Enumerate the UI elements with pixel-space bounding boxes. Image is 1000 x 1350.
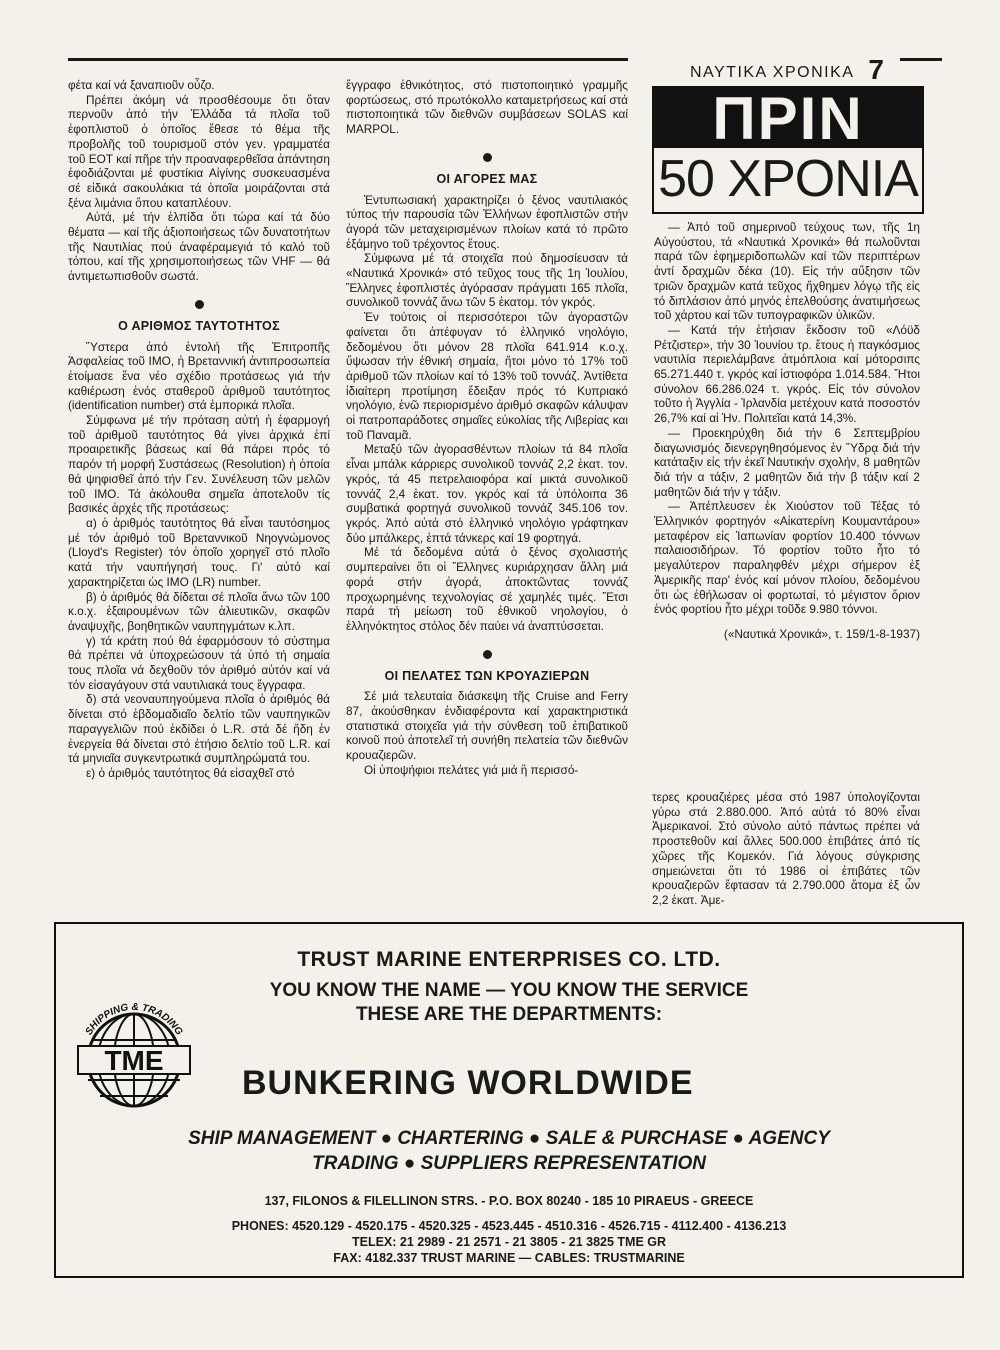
advertisement-trust-marine	[54, 922, 964, 1278]
masthead	[652, 54, 942, 85]
section-bullet	[195, 300, 204, 309]
paragraph: — Ἀπό τοῦ σημερινοῦ τεύχους των, τῆς 1η Αὐγούστου, τά «Ναυτικά Χρονικά» θά πωλοῦνται παρά τῶν ἐφημεριδοπωλῶν καί τῶν περιπτέρων ἀντί δραχμῶν δέκα (10). Εἰς τήν αὔξησιν τῶν τριῶν δραχμῶν κατά τεῦχος ἤχθημεν λόγῳ τῆς εἰς τό διπλάσιον ἀπό μηνός ἐπελθούσης ἀνατιμήσεως τοῦ χάρτου καί τῶν τυπογραφικῶν ὑλικῶν.	[654, 220, 920, 323]
citation: («Ναυτικά Χρονικά», τ. 159/1-8-1937)	[723, 626, 920, 641]
ad-contacts	[56, 1218, 962, 1266]
ad-headline: BUNKERING WORLDWIDE	[242, 1064, 694, 1102]
paragraph: ἔγγραφο ἐθνικότητος, στό πιστοποιητικό γραμμῆς φορτώσεως, στό πρωτόκολλο καταμετρήσεως καί στά πιστοποιητικά τῶν διεθνῶν συμβάσεων SOLAS καί MARPOL.	[346, 78, 628, 137]
tme-globe-logo	[64, 984, 204, 1124]
paragraph: Οἱ ὑποψήφιοι πελάτες γιά μιά ἢ περισσό-	[364, 762, 579, 777]
page-number: 7	[868, 54, 884, 85]
fifty-years-ago-header	[652, 86, 924, 214]
paragraph: Ἐν τούτοις οἱ περισσότεροι τῶν ἀγοραστῶν φαίνεται ὅτι ἀπέφυγαν τό ἑλληνικό νηολόγιο, δεδομένου ὅτι μόνον 28 πλοῖα 641.914 κ.ο.χ. ὕψωσαν τήν ἐθνική σημαία, ἤτοι μόνο τό 17% τοῦ ἀριθμοῦ τῶν πλοίων καί τό 13% τοῦ τοννάζ. Ἀντίθετα ἰδιαίτερη προτίμηση ἔδειξαν πρός τό Κυπριακό νηολόγιο, ἐνῶ περιορισμένο ἀριθμό σκαφῶν κάλυψαν οἱ πατροπαράδοτες σημαῖες εὐκολίας τῆς Λιβερίας και τοῦ Παναμᾶ.	[346, 310, 628, 442]
paragraph: Ἐντυπωσιακή χαρακτηρίζει ὁ ξένος ναυτιλιακός τύπος τήν παρουσία τῶν Ἑλλήνων ἐφοπλιστῶν στήν ἀγορά τῶν μεταχειρισμένων πλοίων κατά τό πρῶτο ἑξάμηνο τοῦ τρέχοντος ἔτους.	[346, 192, 628, 251]
ad-slogan: YOU KNOW THE NAME — YOU KNOW THE SERVICE	[269, 980, 749, 1001]
ad-services	[56, 1126, 962, 1176]
paragraph: Ὕστερα ἀπό ἐντολή τῆς Ἐπιτροπῆς Ἀσφαλείας τοῦ ΙΜΟ, ἡ Βρεταννική ἀντιπροσωπεία ἑτοίμασε ἕνα νέο σχέδιο προτάσεως γιά τήν καθιέρωση ἑνός σταθεροῦ ἀριθμοῦ ταυτότητος (identification number) στά ἐμπορικά πλοῖα.	[68, 339, 330, 413]
logo-letters: TME	[104, 1045, 164, 1076]
section-bullet	[483, 153, 492, 162]
paragraph: Σέ μιά τελευταία διάσκεψη τῆς Cruise and Ferry 87, ἀκούσθηκαν ἐνδιαφέροντα καί χαρακτηριστικά στατιστικά στοιχεῖα γιά τήν σύνθεση τοῦ ἐπιβατικοῦ κοινοῦ πού ἀποτελεῖ τή συνήθη πελατεία τῶν διεθνῶν κρουαζιερῶν.	[346, 689, 628, 763]
top-rule-left	[68, 58, 628, 61]
paragraph: Αὐτά, μέ τήν ἐλπίδα ὅτι τώρα καί τά δύο θέματα — καί τῆς ἀξιοποιήσεως τῶν δυνατοτήτων τῆς Ναυτιλίας πού ἀναφέραμεγιά τό καλό τοῦ τόπου, καί τῆς χρησιμοποιήσεως τῶν VHF — θά ἀντιμετωπισθοῦν σωστά.	[68, 210, 330, 284]
paragraph: α) ὁ ἀριθμός ταυτότητος θά εἶναι ταυτόσημος μέ τόν ἀριθμό τοῦ Βρεταννικοῦ Νηογνώμονος (Lloyd's Register) τόν ὁποῖο χορηγεῖ στό πλοῖο κατά τήν ναυπήγησή τους. Γι' αὐτό καί χαρακτηρίζεται ὡς ΙΜΟ (LR) number.	[68, 515, 330, 589]
ad-fax: FAX: 4182.337 TRUST MARINE — CABLES: TRUSTMARINE	[333, 1251, 685, 1265]
paragraph: γ) τά κράτη πού θά ἐφαρμόσουν τό σύστημα θά πρέπει νά ὑποχρεώσουν τά ὑπό τή σημαία τους πλοῖα νά δεχθοῦν τόν ἀριθμό αὐτόν καί νά τόν εἰσαγάγουν στά ναυτιλιακά τους ἔγγραφα.	[68, 633, 330, 692]
ad-telex: TELEX: 21 2989 - 21 2571 - 21 3805 - 21 3825 TME GR	[351, 1235, 667, 1249]
column-2	[346, 78, 628, 778]
ad-services-line-2: TRADING ● SUPPLIERS REPRESENTATION	[312, 1153, 706, 1174]
prin-title: ΠΡΙΝ	[654, 88, 922, 148]
paragraph: Σύμφωνα μέ τά στοιχεῖα πού δημοσίευσαν τά «Ναυτικά Χρονικά» στό τεῦχος τους τῆς 1η Ἰουλίου, Ἕλληνες ἐφοπλιστές ἀγόρασαν πράγματι 165 πλοῖα, συνολικοῦ τοννάζ ἄνω τῶν 5 ἑκατομ. τόν γκρός.	[346, 251, 628, 310]
paragraph: Μεταξύ τῶν ἀγορασθέντων πλοίων τά 84 πλοῖα εἶναι μπάλκ κάρριερς συνολικοῦ τοννάζ 2,2 ἑκατ. τον. γκρός, τά 45 πετρελαιοφόρα καί μικτά συνολικοῦ τοννάζ 2,4 ἑκατ. τον. γκρός καί τά ὑπόλοιπα 36 συμβατικά φορτηγά συνολικοῦ τοννάζ 345.106 τον. γκρός. Ἀπό αὐτά στό ἑλληνικό νηολόγιο γράφτηκαν δύο μπάλκερς, ἑπτά τάνκερς καί 19 φορτηγά.	[346, 442, 628, 545]
paragraph: — Προεκηρύχθη διά τήν 6 Σεπτεμβρίου διαγωνισμός διενεργηθησόμενος ἐν Ὕδρᾳ διά τήν κατάταξιν εἰς τήν ἐκεῖ Ναυτικήν σχολήν, 8 μαθητῶν διά τήν α τάξιν, 2 μαθητῶν διά τήν β τάξιν καί 2 μαθητῶν διά τήν γ τάξιν.	[654, 425, 920, 499]
masthead-title: ΝΑΥΤΙΚΑ ΧΡΟΝΙΚΑ	[689, 64, 855, 81]
section-heading-our-markets: ΟΙ ΑΓΟΡΕΣ ΜΑΣ	[436, 171, 538, 186]
paragraph: δ) στά νεοναυπηγούμενα πλοῖα ὁ ἀριθμός θά δίνεται στό ἑβδομαδιαῖο δελτίο τῶν ναυπηγικῶν παραγγελιῶν πού ἐκδίδει ὁ L.R. στά δέ ἤδη ἐν ἐνεργεία θά δίνεται στό ἐτήσιο δελτίο τοῦ L.R. καί τά μηνιαῖα συγκεντρωτικά συμπληρώματά του.	[68, 692, 330, 766]
ad-departments-heading: THESE ARE THE DEPARTMENTS:	[355, 1004, 663, 1025]
section-bullet	[483, 650, 492, 659]
column-1	[68, 78, 330, 781]
paragraph: — Ἀπέπλευσεν ἐκ Χιούστον τοῦ Τέξας τό Ἑλληνικόν φορτηγόν «Αἰκατερίνη Κουμαντάρου» μεταφέρον εἰς Ἰαπωνίαν φορτίον 10.400 τόννων παλαιοσιδήρων. Τό φορτίον τοῦτο ἦτο τό μεγαλύτερον παραληφθέν μέχρι σήμερον ἐξ Ἀμερικῆς παρ' ἑνός καί μόνον πλοίου, δεδομένου ὅτι ὡς ἐθήλωσαν οἱ φορτωταί, τό μέγιστον ὅριον ἑνός φορτίου ἦτο μέχρι τοῦδε 9.980 τόννοι.	[654, 499, 920, 617]
paragraph: φέτα καί νά ξαναπιοῦν οὖζο.	[68, 78, 215, 92]
ad-address: 137, FILONOS & FILELLINON STRS. - P.O. BOX 80240 - 185 10 PIRAEUS - GREECE	[264, 1194, 754, 1208]
section-heading-cruise-clients: ΟΙ ΠΕΛΑΤΕΣ ΤΩΝ ΚΡΟΥΑΖΙΕΡΩΝ	[384, 668, 590, 683]
paragraph: ε) ὁ ἀριθμός ταυτότητος θά εἰσαχθεῖ στό	[86, 765, 295, 780]
prin-subtitle: 50 ΧΡΟΝΙΑ	[658, 150, 918, 208]
ad-services-line-1: SHIP MANAGEMENT ● CHARTERING ● SALE & PURCHASE ● AGENCY	[188, 1128, 830, 1149]
column-4-continuation	[652, 790, 920, 908]
paragraph: Πρέπει ἀκόμη νά προσθέσουμε ὅτι ὅταν περνοῦν ἀπό τήν Ἑλλάδα τά πλοῖα τοῦ ἐφοπλιστοῦ ὁ ὁποῖος ἔθεσε τό θέμα τῆς προβολῆς τοῦ τουρισμοῦ στόν γεν. γραμματέα τοῦ ΕΟΤ καί πῆρε τήν προαναφερθεῖσα ἀπάντηση ἐφοδιάζονται μέ φυστίκια Αἰγίνης συσκευασμένα σέ εἰδικά σακουλάκια τά ὁποῖα μοιράζονται στά ξένα λιμάνια ὅπου καταπλέουν.	[68, 92, 330, 210]
ad-company-name: TRUST MARINE ENTERPRISES CO. LTD.	[297, 948, 721, 971]
logo-arc-text: SHIPPING & TRADING	[83, 1001, 185, 1038]
paragraph: — Κατά τήν ἐτήσιαν ἔκδοσιν τοῦ «Λόϋδ Ρέτζιστερ», τήν 30 Ἰουνίου τρ. ἔτους ἡ παγκόσμιος ναυτιλία περιελάμβανε ἀτμόπλοια καί μότορσιπς 65.271.440 τ. γκρός καί ἱστιοφόρα 1.014.584. Ἤτοι σύνολον 66.286.024 τ. γκρός. Εἰς τόν σύνολον τοῦτο ἡ Ἀγγλία - Ἰρλανδία μετέχουν κατά ποσοστόν 26,7% καί αἱ Ἡν. Πολιτεῖαι κατά 14,3%.	[654, 322, 920, 426]
paragraph: β) ὁ ἀριθμός θά δίδεται σέ πλοῖα ἄνω τῶν 100 κ.ο.χ. ἐξαιρουμένων τῶν ἁλιευτικῶν, σκαφῶν ἀναψυχῆς, βοηθητικῶν ναυπηγμάτων κ.λπ.	[68, 589, 330, 633]
paragraph: τερες κρουαζιέρες μέσα στό 1987 ὑπολογίζονται γύρω στά 2.880.000. Ἀπό αὐτά τό 80% εἶναι Ἀμερικανοί. Στό σύνολο αὐτό πάντως πρέπει νά προστεθοῦν καί ἄλλες 500.000 ἐπιβάτες ἀπό τίς χῶρες τῆς Κομεκόν. Γιά λόγους σύγκρισης σημειώνεται ὅτι τό 1986 οἱ ἐπιβάτες τῶν κρουαζιερῶν ἔφτασαν τά 2.790.000 ἄτομα ἐξ ὧν 2,2 ἑκατ. Ἀμε-	[652, 790, 920, 907]
section-heading-identity-number: Ο ΑΡΙΘΜΟΣ ΤΑΥΤΟΤΗΤΟΣ	[118, 318, 280, 333]
paragraph: Μέ τά δεδομένα αὐτά ὁ ξένος σχολιαστής συμπεραίνει ὅτι οἱ Ἕλληνες κυριάρχησαν ἄλλη μιά φορά στήν ἀγορά, ἀποκτῶντας τοννάζ προχωρημένης τεχνολογίας σέ χαμηλές τιμές. Ἔτσι παρά τή μείωση τοῦ ἐθνικοῦ νηολογίου, ὁ ἑλληνόκτητος στόλος δέν παύει νά ἀναπτύσσεται.	[346, 545, 628, 633]
ad-phones: PHONES: 4520.129 - 4520.175 - 4520.325 - 4523.445 - 4510.316 - 4526.715 - 4112.400 - 4136.213	[231, 1219, 787, 1233]
paragraph: Σύμφωνα μέ τήν πρόταση αὐτή ἡ ἐφαρμογή τοῦ ἀριθμοῦ ταυτότητος θά γίνει ἀρχικά ἐπί προαιρετικῆς βάσεως καί θά πάρει πρός τό παρόν τή μορφή Συστάσεως (Resolution) ἡ ὁποία θά ψηφισθεῖ ἀπό τήν Γεν. Συνέλευση τῶν μελῶν τοῦ ΙΜΟ. Τά ἀκόλουθα σημεῖα ἀποτελοῦν τίς βασικές ἀρχές τῆς προτάσεως:	[68, 413, 330, 516]
column-3-fifty-years-ago	[654, 220, 920, 642]
